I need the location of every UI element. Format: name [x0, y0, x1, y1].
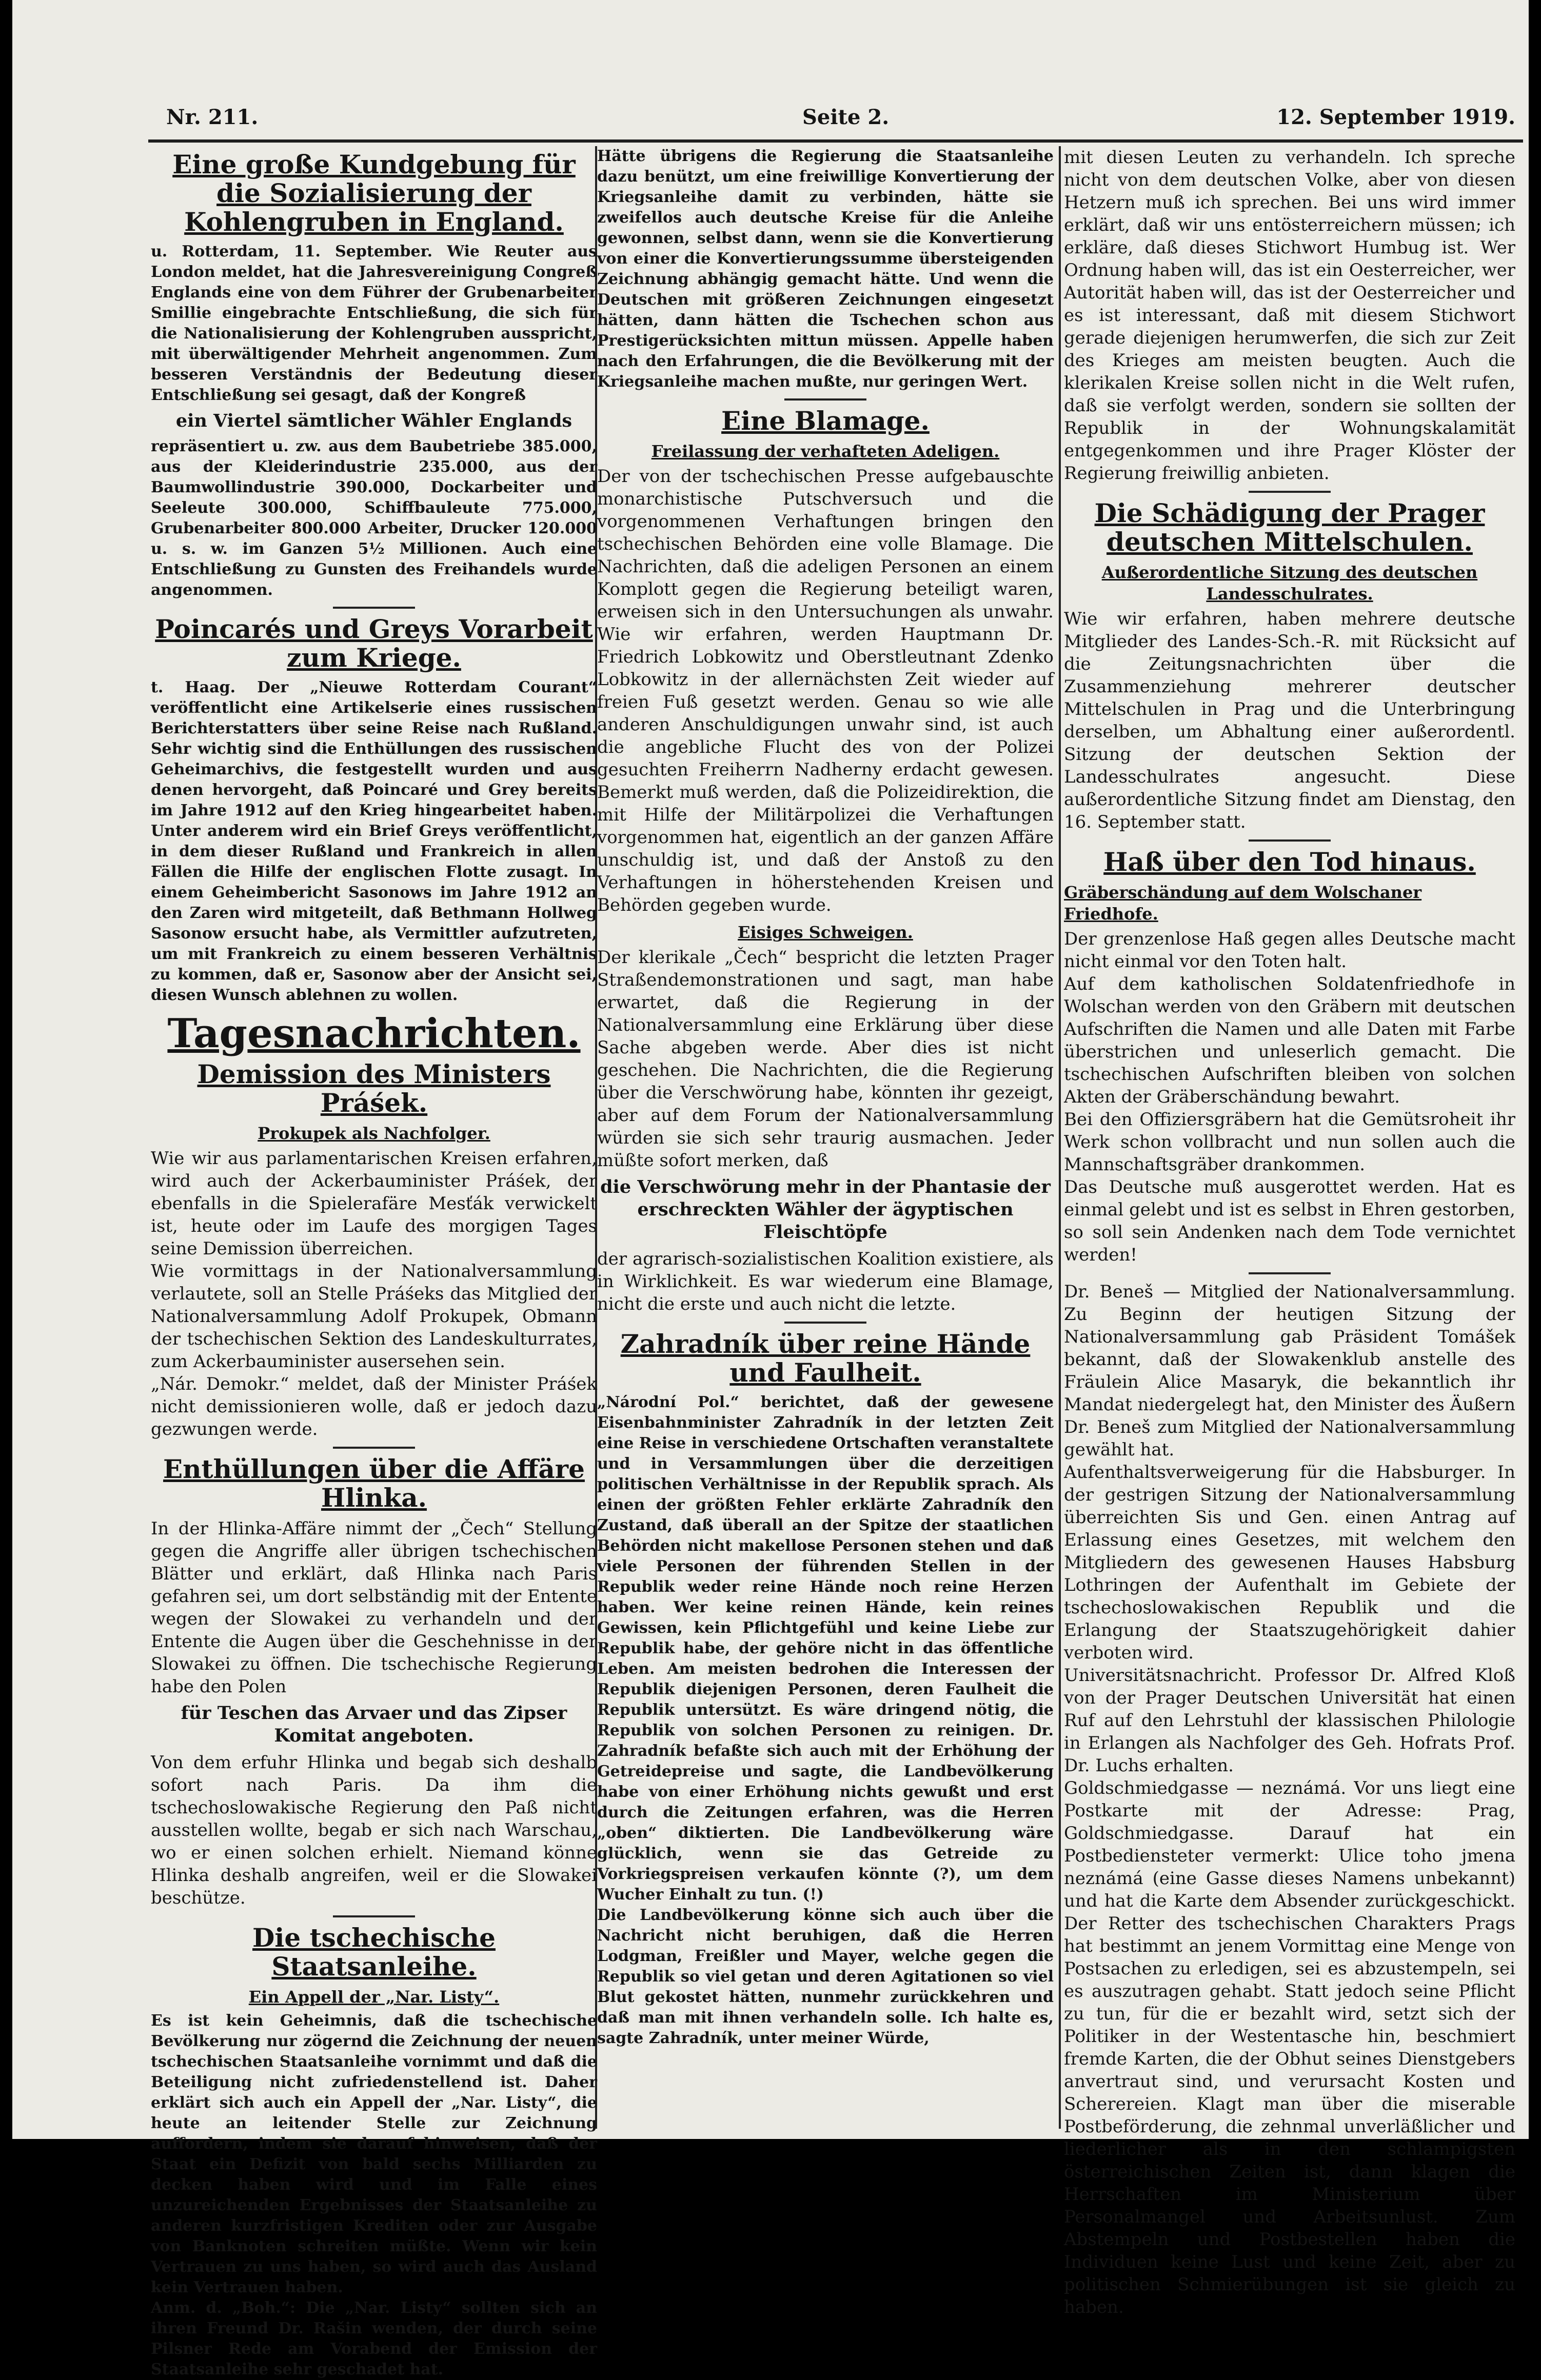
- column-1: [151, 146, 597, 2378]
- paragraph: Anm. d. „Boh.“: Die „Nar. Listy“ sollten sich an ihren Freund Dr. Rašin wenden, der durch seine Pilsner Rede am Vorabend der Emission der Staatsanleihe sehr geschadet hat.: [151, 2299, 597, 2378]
- paragraph: Das Deutsche muß ausgerottet werden. Hat es einmal gelebt und ist es selbst in Ehren gestorben, so soll sein Andenken nach dem Tode vernichtet werden!: [1064, 1177, 1515, 1265]
- article-staatsanleihe-cont: [597, 146, 1054, 392]
- header-rule: [148, 139, 1523, 143]
- divider: [1249, 1272, 1331, 1274]
- paragraph: t. Haag. Der „Nieuwe Rotterdam Courant“ veröffentlicht eine Artikelserie eines russischen Berichterstatters über seine Reise nach Rußland. Sehr wichtig sind die Enthüllungen des russischen Geheimarchivs, die festgestellt wurden und aus denen hervorgeht, daß Poincaré und Grey bereits im Jahre 1912 auf den Krieg hingearbeitet haben. Unter anderem wird ein Brief Greys veröffentlicht, in dem dieser Rußland und Frankreich in allen Fällen die Hilfe der englischen Flotte zusagt. In einem Geheimbericht Sasonows im Jahre 1912 an den Zaren wird mitgeteilt, daß Bethmann Hollweg Sasonow ersucht habe, als Vermittler aufzutreten, um mit Frankreich zu einem besseren Verhältnis zu kommen, daß er, Sasonow aber der Ansicht sei, diesen Wunsch ablehnen zu wollen.: [151, 678, 597, 1004]
- headline: Eine Blamage.: [721, 406, 930, 436]
- paragraph: Bei den Offiziersgräbern hat die Gemütsroheit ihr Werk schon vollbracht und nun sollen auch die Mannschaftsgräber drankommen.: [1064, 1109, 1515, 1175]
- subheadline: Außerordentliche Sitzung des deutschen Landesschulrates.: [1101, 563, 1478, 604]
- subheadline: Gräberschändung auf dem Wolschaner Friedhofe.: [1064, 883, 1422, 924]
- paragraph: Auf dem katholischen Soldatenfriedhofe in Wolschan werden von den Gräbern mit deutschen Aufschriften die Namen und alle Daten mit Farbe überstrichen und unleserlich gemacht. Die tschechischen Aufschriften bleiben von solchen Akten der Gräberschändung bewahrt.: [1064, 974, 1515, 1107]
- headline: Haß über den Tod hinaus.: [1103, 847, 1476, 877]
- column-divider: [1059, 146, 1061, 2129]
- paragraph: Von dem erfuhr Hlinka und begab sich deshalb sofort nach Paris. Da ihm die tschechoslowakische Regierung den Paß nicht ausstellen wollte, begab er sich nach Warschau, wo er einen solchen erhielt. Niemand könne Hlinka deshalb angreifen, weil er die Slowakei beschütze.: [151, 1752, 597, 1908]
- paragraph: Wie wir aus parlamentarischen Kreisen erfahren, wird auch der Ackerbauminister Práśek, der ebenfalls in die Spielerafäre Mesťák verwickelt ist, heute oder im Laufe des morgigen Tages seine Demission überreichen.: [151, 1148, 597, 1259]
- article-poincare-grey: [151, 615, 597, 1006]
- article-schweigen: [597, 922, 1054, 1315]
- paragraph: Der klerikale „Čech“ bespricht die letzten Prager Straßendemonstrationen und sagt, man habe erwartet, daß die Regierung in der Nationalversammlung eine Erklärung über diese Sache abgeben werde. Aber dies ist nicht geschehen. Die Nachrichten, die die Regierung über die Verschwörung habe, könnten ihr gezeigt, aber auf dem Forum der Nationalversammlung würden sie sich sehr traurig ausmachen. Jeder müßte sofort merken, daß: [597, 947, 1054, 1171]
- paragraph: Dr. Beneš — Mitglied der Nationalversammlung. Zu Beginn der heutigen Sitzung der Nationalversammlung gab Präsident Tomášek bekannt, daß der Slowakenklub anstelle des Fräulein Alice Masaryk, die bekanntlich ihr Mandat niedergelegt hat, den Minister des Äußern Dr. Beneš zum Mitglied der Nationalversammlung gewählt hat.: [1064, 1282, 1515, 1460]
- article-demission: [151, 1060, 597, 1441]
- article-hlinka: [151, 1455, 597, 1909]
- paragraph: mit diesen Leuten zu verhandeln. Ich spreche nicht von dem deutschen Volke, aber von diesen Hetzern muß ich sprechen. Bei uns wird immer erklärt, daß wir uns entösterreichern müssen; ich erkläre, daß dieses Stichwort Humbug ist. Wer Ordnung haben will, das ist ein Oesterreicher, wer Autorität haben will, das ist der Oesterreicher und es ist interessant, daß mit diesem Stichwort gerade diejenigen herumwerfen, die sich zur Zeit des Krieges am meisten beugten. Auch die klerikalen Kreise sollen nicht in die Welt rufen, daß sie verfolgt werden, sondern sie sollten der Republik in der Wohnungskalamität entgegenkommen und ihre Prager Klöster der Regierung freiwillig anbieten.: [1064, 147, 1515, 484]
- paragraph: „Národní Pol.“ berichtet, daß der gewesene Eisenbahnminister Zahradník in der letzten Zeit eine Reise in verschiedene Ortschaften veranstaltete und in Versammlungen über die derzeitigen politischen Verhältnisse in der Republik sprach. Als einen der größten Fehler erklärte Zahradník den Zustand, daß überall an der Spitze der staatlichen Behörden nicht makellose Personen stehen und daß viele Personen der führenden Stellen in der Republik weder reine Hände noch reine Herzen haben. Wer keine reinen Hände, kein reines Gewissen, kein Pflichtgefühl und keine Liebe zur Republik habe, der gehöre nicht in das öffentliche Leben. Am meisten bedrohen die Interessen der Republik diejenigen Personen, deren Faulheit die Republik untersützt. Es wäre dringend nötig, die Republik von solchen Personen zu reinigen. Dr. Zahradník befaßte sich auch mit der Erhöhung der Getreidepreise und sagte, die Landbevölkerung habe von einer Erhöhung nichts gewußt und erst durch die Zeitungen erfahren, was die Herren „oben“ diktierten. Die Landbevölkerung wäre glücklich, wenn sie das Getreide zu Vorkriegspreisen verkaufen könnte (?), um dem Wucher Einhalt zu tun. (!): [597, 1393, 1054, 1904]
- highlight-line: die Verschwörung mehr in der Phantasie der erschreckten Wähler der ägyptischen Fleischtöpfe: [600, 1176, 1051, 1243]
- paragraph: Universitätsnachricht. Professor Dr. Alfred Kloß von der Prager Deutschen Universität hat einen Ruf auf den Lehrstuhl der klassischen Philologie in Erlangen als Nachfolger des Geh. Hofrats Prof. Dr. Luchs erhalten.: [1064, 1665, 1515, 1776]
- headline: Die Schädigung der Prager deutschen Mittelschulen.: [1094, 498, 1485, 557]
- divider: [1249, 839, 1331, 842]
- article-blamage: [597, 407, 1054, 916]
- article-zahradnik: [597, 1330, 1054, 2049]
- divider: [333, 1915, 415, 1917]
- paragraph: Der von der tschechischen Presse aufgebauschte monarchistische Putschversuch und die vorgenommenen Verhaftungen bringen den tschechischen Behörden eine volle Blamage. Die Nachrichten, daß die adeligen Personen an einem Komplott gegen die Regierung beteiligt waren, erweisen sich in den Untersuchungen als unwahr. Wie wir erfahren, werden Hauptmann Dr. Friedrich Lobkowitz und Oberstleutnant Zdenko Lobkowitz in der allernächsten Zeit wieder auf freien Fuß gesetzt werden. Genau so wie alle anderen Anschuldigungen unwahr sind, ist auch die angebliche Flucht des von der Polizei gesuchten Freiherrn Nadherny erdacht gewesen. Bemerkt muß werden, daß die Polizeidirektion, die mit Hilfe der Militärpolizei die Verhaftungen vorgenommen hat, eigentlich an der ganzen Affäre unschuldig ist, und daß der Anstoß zu den Verhaftungen in höherstehenden Kreisen und Behörden gegeben wurde.: [597, 466, 1054, 915]
- paragraph: Goldschmiedgasse — neznámá. Vor uns liegt eine Postkarte mit der Adresse: Prag, Goldschmiedgasse. Darauf hat ein Postbediensteter vermerkt: Ulice toho jmena neznámá (eine Gasse dieses Namens unbekannt) und hat die Karte dem Absender zurückgeschickt. Der Retter des tschechischen Charakters Prags hat bestimmt an jenem Vormittag eine Menge von Postsachen zu erledigen, sei es abzustempeln, sei es auszutragen gehabt. Statt jedoch seine Pflicht zu tun, für die er bezahlt wird, setzt sich der Politiker in der Westentasche hin, beschmiert fremde Karten, die der Obhut seines Dienstgebers anvertraut sind, und verursacht Kosten und Scherereien. Klagt man über die miserable Postbeförderung, die zehnmal unverläßlicher und liederlicher als in den schlampigsten österreichischen Zeiten ist, dann klagen die Herrschaften im Ministerium über Personalmangel und Arbeitsunlust. Zum Abstempeln und Postbestellen haben die Individuen keine Lust und keine Zeit, aber zu politischen Schmierübungen ist sie gleich zu haben.: [1064, 1778, 1515, 2317]
- headline: Die tschechische Staatsanleihe.: [252, 1923, 496, 1982]
- subheadline: Eisiges Schweigen.: [738, 923, 913, 942]
- paragraph: Hätte übrigens die Regierung die Staatsanleihe dazu benützt, um eine freiwillige Konvertierung der Kriegsanleihe damit zu verbinden, hätte sie zweifellos auch deutsche Kreise für die Anleihe gewonnen, selbst dann, wenn sie die Konvertierung von einer die Konvertierungssumme übersteigenden Zeichnung abhängig gemacht hätte. Und wenn die Deutschen mit größeren Zeichnungen eingesetzt hätten, dann hätten die Tschechen schon aus Prestigerücksichten mittun müssen. Appelle haben nach den Erfahrungen, die die Bevölkerung mit der Kriegsanleihe machen mußte, nur geringen Wert.: [597, 147, 1054, 391]
- newspaper-page: [12, 0, 1529, 2378]
- subheadline: Ein Appell der „Nar. Listy“.: [248, 1987, 500, 2007]
- page-header: [166, 105, 1515, 141]
- headline: Eine große Kundgebung für die Sozialisierung der Kohlengruben in England.: [172, 149, 576, 237]
- headline: Enthüllungen über die Affäre Hlinka.: [163, 1454, 585, 1513]
- paragraph: Wie wir erfahren, haben mehrere deutsche Mitglieder des Landes-Sch.-R. mit Rücksicht auf die Zeitungsnachrichten über die Zusammenziehung mehrerer deutscher Mittelschulen in Prag und die Unterbringung derselben, um Abhaltung einer außerordentl. Sitzung der deutschen Sektion der Landesschulrates angesucht. Diese außerordentliche Sitzung findet am Dienstag, den 16. September statt.: [1064, 609, 1515, 832]
- article-mittelschulen: [1064, 499, 1515, 833]
- article-zahradnik-cont: [1064, 146, 1515, 485]
- highlight-line: ein Viertel sämtlicher Wähler Englands: [175, 410, 572, 431]
- divider: [1249, 491, 1331, 493]
- page-number: Seite 2.: [802, 105, 890, 129]
- paragraph: u. Rotterdam, 11. September. Wie Reuter aus London meldet, hat die Jahresvereinigung Congreß Englands eine von dem Führer der Grubenarbeiter Smillie eingebrachte Entschließung, die sich für die Nationalisierung der Kohlengruben ausspricht, mit überwältigender Mehrheit angenommen. Zum besseren Verständnis der Bedeutung dieser Entschließung sei gesagt, daß der Kongreß: [151, 243, 597, 404]
- paragraph: der agrarisch-sozialistischen Koalition existiere, als in Wirklichkeit. Es war wiederum eine Blamage, nicht die erste und auch nicht die letzte.: [597, 1249, 1054, 1314]
- article-staatsanleihe: [151, 1924, 597, 2380]
- paragraph: Die Landbevölkerung könne sich auch über die Nachricht nicht beruhigen, daß die Herren Lodgman, Freißler und Mayer, welche gegen die Republik so viel getan und deren Agitationen so viel Blut gekostet hätten, nunmehr zurückkehren und daß man mit ihnen verhandeln solle. Ich halte es, sagte Zahradník, unter meiner Würde,: [597, 1906, 1054, 2047]
- issue-number: Nr. 211.: [166, 105, 259, 129]
- divider: [333, 607, 415, 609]
- section-heading: Tagesnachrichten.: [167, 1010, 581, 1057]
- article-sozialisierung: [151, 150, 597, 601]
- divider: [333, 1447, 415, 1449]
- paragraph: In der Hlinka-Affäre nimmt der „Čech“ Stellung gegen die Angriffe aller übrigen tschechischen Blätter und erklärt, daß Hlinka nach Paris gefahren sei, um dort selbständig mit der Entente wegen der Slowakei zu verhandeln und der Entente die Augen über die Geschehnisse in der Slowakei zu öffnen. Die tschechische Regierung habe den Polen: [151, 1518, 597, 1697]
- subheadline: Prokupek als Nachfolger.: [258, 1124, 490, 1143]
- article-notizen: [1064, 1281, 1515, 2318]
- column-3: [1064, 146, 1515, 2317]
- paragraph: repräsentiert u. zw. aus dem Baubetriebe 385.000, aus der Kleiderindustrie 235.000, aus der Baumwollindustrie 390.000, Dockarbeiter und Seeleute 300.000, Schiffbauleute 775.000, Grubenarbeiter 800.000 Arbeiter, Drucker 120.000 u. s. w. im Ganzen 5½ Millionen. Auch eine Entschließung zu Gunsten des Freihandels wurde angenommen.: [151, 437, 597, 599]
- issue-date: 12. September 1919.: [1276, 105, 1515, 129]
- paragraph: Wie vormittags in der Nationalversammlung verlautete, soll an Stelle Práśeks das Mitglied der Nationalversammlung Adolf Prokupek, Obmann der tschechischen Sektion des Landeskulturrates, zum Ackerbauminister ausersehen sein.: [151, 1261, 597, 1372]
- headline: Poincarés und Greys Vorarbeit zum Kriege.: [155, 614, 593, 673]
- headline: Demission des Ministers Práśek.: [197, 1059, 551, 1118]
- paragraph: Aufenthaltsverweigerung für die Habsburger. In der gestrigen Sitzung der Nationalversammlung überreichten Sis und Gen. einen Antrag auf Erlassung eines Gesetzes, mit welchem den Mitgliedern des gewesenen Hauses Habsburg Lothringen der Aufenthalt im Gebiete der tschechoslowakischen Republik und die Erlangung der Staatszugehörigkeit dahier verboten wird.: [1064, 1462, 1515, 1663]
- divider: [784, 398, 866, 401]
- paragraph: Es ist kein Geheimnis, daß die tschechische Bevölkerung nur zögernd die Zeichnung der neuen tschechischen Staatsanleihe vornimmt und daß die Beteiligung nicht zufriedenstellend ist. Daher erklärt sich auch ein Appell der „Nar. Listy“, die heute an leitender Stelle zur Zeichnung auffordern, indem sie darauf hinweisen, daß der Staat ein Defizit von bald sechs Milliarden zu decken haben wird und im Falle eines unzureichenden Ergebnisses der Staatsanleihe zu anderen kurzfristigen Krediten oder zur Ausgabe von Banknoten schreiten müßte. Wenn wir kein Vertrauen zu uns haben, so wird auch das Ausland kein Vertrauen haben.: [151, 2012, 597, 2296]
- column-2: [597, 146, 1054, 2129]
- paragraph: Der grenzenlose Haß gegen alles Deutsche macht nicht einmal vor den Toten halt.: [1064, 929, 1515, 972]
- headline: Zahradník über reine Hände und Faulheit.: [620, 1329, 1031, 1388]
- paragraph: „Nár. Demokr.“ meldet, daß der Minister Práśek nicht demissionieren wolle, daß er jedoch dazu gezwungen werde.: [151, 1374, 597, 1439]
- divider: [784, 1322, 866, 1324]
- subheadline: Freilassung der verhafteten Adeligen.: [651, 442, 1000, 461]
- highlight-line: für Teschen das Arvaer und das Zipser Komitat angeboten.: [181, 1703, 567, 1746]
- article-hass: [1064, 848, 1515, 1266]
